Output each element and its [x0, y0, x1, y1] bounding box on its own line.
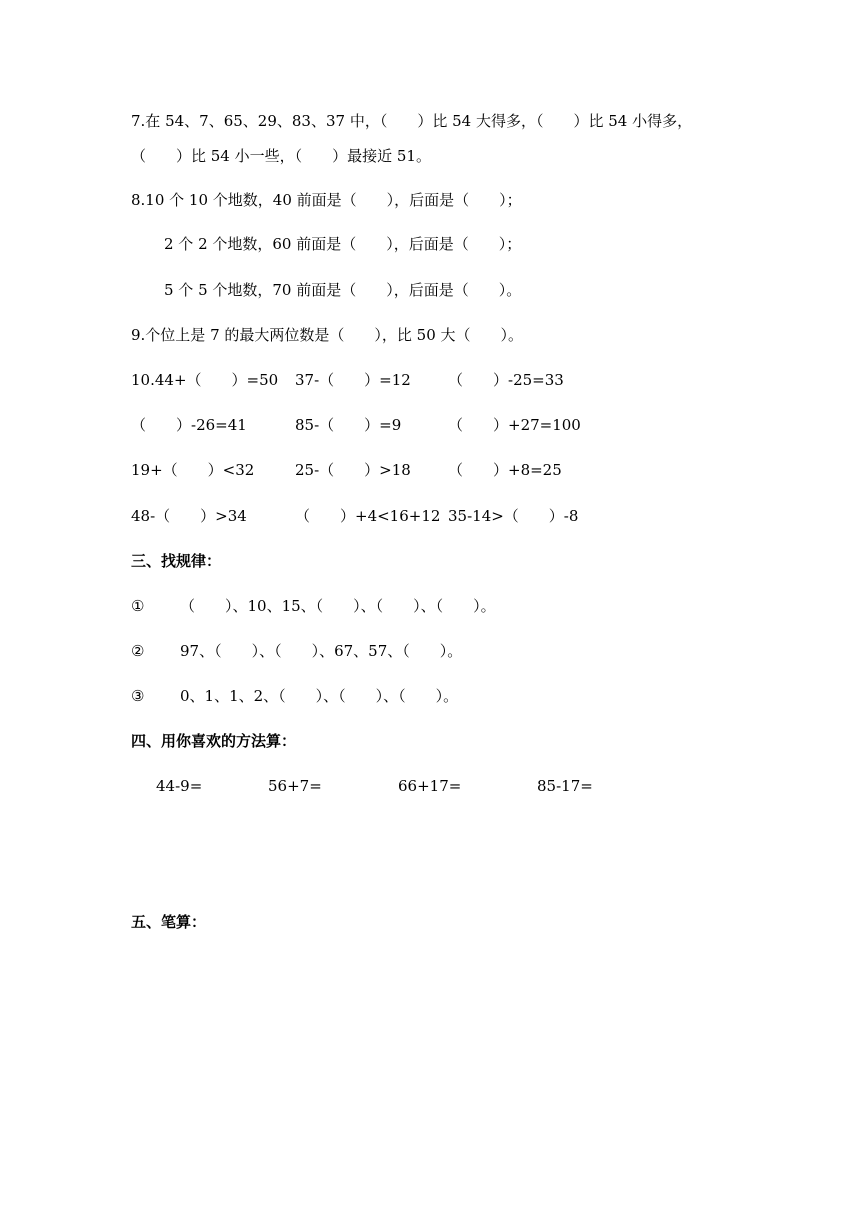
question-9-line-1: 9.个位上是 7 的最大两位数是（ ），比 50 大（ ）。	[131, 326, 524, 344]
problem: 85-17=	[537, 777, 593, 795]
question-7-line-2: （ ）比 54 小一些，（ ）最接近 51。	[131, 147, 431, 165]
pattern-item-1	[0, 595, 496, 617]
section-5-heading	[0, 911, 207, 933]
question-8-cont-2	[0, 279, 522, 301]
problem: 44-9=	[156, 777, 203, 795]
equation: 35-14>（ ）-8	[448, 507, 579, 525]
question-7-line-1: 7.在 54、7、65、29、83、37 中，（ ）比 54 大得多，（ ）比 54 小得多，	[131, 112, 693, 130]
section-title: 三、找规律：	[131, 552, 222, 570]
question-8-line-3: 5 个 5 个地数，70 前面是（ ），后面是（ ）。	[164, 281, 522, 299]
pattern-text: 0、1、1、2、（ ）、（ ）、（ ）。	[180, 687, 459, 705]
equation: （ ）+8=25	[448, 461, 562, 479]
question-10-row-2	[0, 414, 581, 436]
problem: 56+7=	[268, 777, 322, 795]
equation: 85-（ ）=9	[295, 416, 402, 434]
equation: 10.44+（ ）=50	[131, 371, 279, 389]
question-10-row-1	[0, 369, 564, 391]
equation: （ ）+4<16+12	[295, 507, 441, 525]
section-title: 五、笔算：	[131, 913, 207, 931]
equation: 48-（ ）>34	[131, 507, 247, 525]
equation: （ ）+27=100	[448, 416, 581, 434]
question-8-line-2: 2 个 2 个地数，60 前面是（ ），后面是（ ）；	[164, 235, 522, 253]
item-marker: ②	[131, 642, 145, 660]
equation: （ ）-26=41	[131, 416, 247, 434]
pattern-text: （ ）、10、15、（ ）、（ ）、（ ）。	[180, 597, 496, 615]
pattern-item-3	[0, 685, 459, 707]
equation: 19+（ ）<32	[131, 461, 255, 479]
question-8	[0, 189, 522, 211]
section-4-heading	[0, 730, 297, 752]
item-marker: ③	[131, 687, 145, 705]
question-8-cont-1	[0, 233, 522, 255]
equation: 25-（ ）>18	[295, 461, 411, 479]
mental-math-row	[0, 775, 593, 797]
item-marker: ①	[131, 597, 145, 615]
question-7	[0, 110, 693, 132]
equation: 37-（ ）=12	[295, 371, 411, 389]
equation: （ ）-25=33	[448, 371, 564, 389]
question-9	[0, 324, 524, 346]
question-8-line-1: 8.10 个 10 个地数，40 前面是（ ），后面是（ ）；	[131, 191, 522, 209]
question-10-row-4	[0, 505, 579, 527]
section-title: 四、用你喜欢的方法算：	[131, 732, 297, 750]
pattern-item-2	[0, 640, 463, 662]
section-3-heading	[0, 550, 222, 572]
problem: 66+17=	[398, 777, 462, 795]
question-7-cont	[0, 145, 431, 167]
question-10-row-3	[0, 459, 562, 481]
pattern-text: 97、（ ）、（ ）、67、57、（ ）。	[180, 642, 463, 660]
